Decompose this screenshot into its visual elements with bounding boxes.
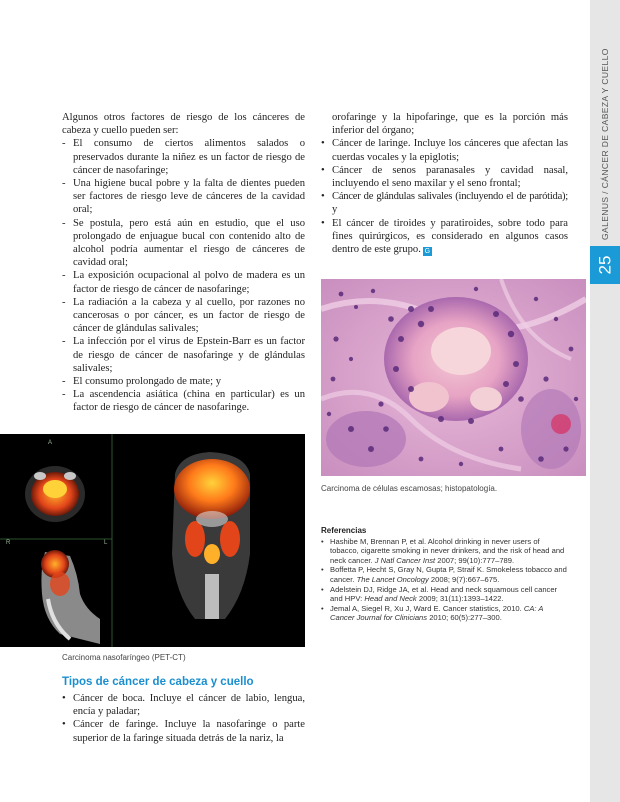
right-column (321, 111, 568, 256)
ref-journal: J Natl Cancer Inst (374, 555, 436, 565)
petct-label-left: L (104, 540, 108, 546)
list-item: • Cáncer de laringe. Incluye los cánceres que afectan las cuerdas vocales y la epiglotis; (321, 137, 568, 163)
ref-details: 2007; 99(10):777–789. (437, 555, 515, 565)
cancer-types-list-continued (321, 137, 568, 256)
running-header: GALENUS / CÁNCER DE CABEZA Y CUELLO (600, 48, 610, 240)
ref-authors: Jemal A, Siegel R, Xu J, Ward E. Cancer statistics, 2010. (330, 603, 522, 613)
page-number-text: 25 (594, 255, 614, 275)
histopathology-illustration (321, 279, 586, 476)
ref-journal: CA: A Cancer Journal for Clinicians (330, 603, 544, 623)
petct-label-right: R (6, 540, 11, 546)
cancer-types-list (62, 692, 305, 745)
ref-authors: Adelstein DJ, Ridge JA, et al. Head and neck squamous cell cancer and HPV: (330, 584, 558, 604)
cancer-types-column (62, 692, 305, 745)
list-item: - La exposición ocupacional al polvo de madera es un factor de riesgo de cáncer de nasofaringe; (62, 269, 305, 295)
list-item: - Se postula, pero está aún en estudio, que el uso prolongado de enjuague bucal con contenido alto de alcohol podría aumentar el riesgo de cánceres de cavidad oral; (62, 217, 305, 270)
ref-journal: The Lancet Oncology (356, 574, 429, 584)
references (321, 526, 568, 623)
list-item: • Cáncer de faringe. Incluye la nasofaringe o parte superior de la faringe situada detrás de la nariz, la (62, 718, 305, 744)
histopathology-image (321, 279, 586, 476)
list-item (321, 217, 568, 257)
list-item: - El consumo prolongado de mate; y (62, 375, 305, 388)
list-item: • Cáncer de senos paranasales y cavidad nasal, incluyendo el seno maxilar y el seno frontal; (321, 164, 568, 190)
petct-image (0, 434, 305, 647)
list-item: • Cáncer de boca. Incluye el cáncer de labio, lengua, encía y paladar; (62, 692, 305, 718)
risk-factor-list (62, 137, 305, 414)
petct-label-anterior: A (48, 440, 53, 446)
page-number (590, 246, 620, 284)
references-title: Referencias (321, 526, 367, 535)
list-item: - Una higiene bucal pobre y la falta de dientes pueden ser factores de riesgo leve de cánceres de la cavidad oral; (62, 177, 305, 217)
ref-details: 2010; 60(5):277–300. (429, 613, 502, 623)
section-title: Tipos de cáncer de cabeza y cuello (62, 676, 254, 688)
ref-journal: Head and Neck (364, 594, 417, 604)
histopathology-caption: Carcinoma de células escamosas; histopatología. (321, 484, 498, 493)
intro-paragraph: Algunos otros factores de riesgo de los cánceres de cabeza y cuello pueden ser: (62, 112, 305, 137)
list-item: - El consumo de ciertos alimentos salados o preservados durante la niñez es un factor de riesgo de cáncer de nasofaringe; (62, 137, 305, 177)
petct-illustration (0, 434, 305, 647)
references-list (321, 537, 568, 623)
ref-authors: Hashibe M, Brennan P, et al. Alcohol drinking in never users of tobacco, cigarette smoking in never drinkers, and the risk of head and neck cancer. (330, 536, 565, 565)
continuation-text: orofaringe y la hipofaringe, que es la porción más inferior del órgano; (332, 112, 568, 137)
list-item: - La radiación a la cabeza y al cuello, por razones no cancerosas o por cáncer, es un factor de riesgo de cáncer de glándulas salivales; (62, 296, 305, 336)
list-item: • Cáncer de glándulas salivales (incluyendo el de parótida); y (321, 190, 568, 216)
list-item: - La ascendencia asiática (china en particular) es un factor de riesgo de cáncer de nasofaringe. (62, 388, 305, 414)
left-column (62, 111, 305, 415)
ref-details: 2009; 31(11):1393–1422. (418, 594, 504, 604)
ref-authors: Boffetta P, Hecht S, Gray N, Gupta P, Straif K. Smokeless tobacco and cancer. (330, 565, 567, 584)
reference-item (321, 604, 568, 623)
petct-caption: Carcinoma nasofaríngeo (PET-CT) (62, 653, 186, 662)
list-item: - La infección por el virus de Epstein-Barr es un factor de riesgo de cáncer de nasofaringe y de glándulas salivales; (62, 335, 305, 375)
reference-item (321, 565, 568, 584)
ref-details: 2008; 9(7):667–675. (430, 574, 500, 584)
list-item-text: El cáncer de tiroides y paratiroides, sobre todo para fines quirúrgicos, es considerado en algunos casos dentro de este grupo. (332, 217, 568, 256)
end-of-article-mark: G (424, 248, 431, 256)
reference-item (321, 537, 568, 566)
reference-item (321, 585, 568, 604)
